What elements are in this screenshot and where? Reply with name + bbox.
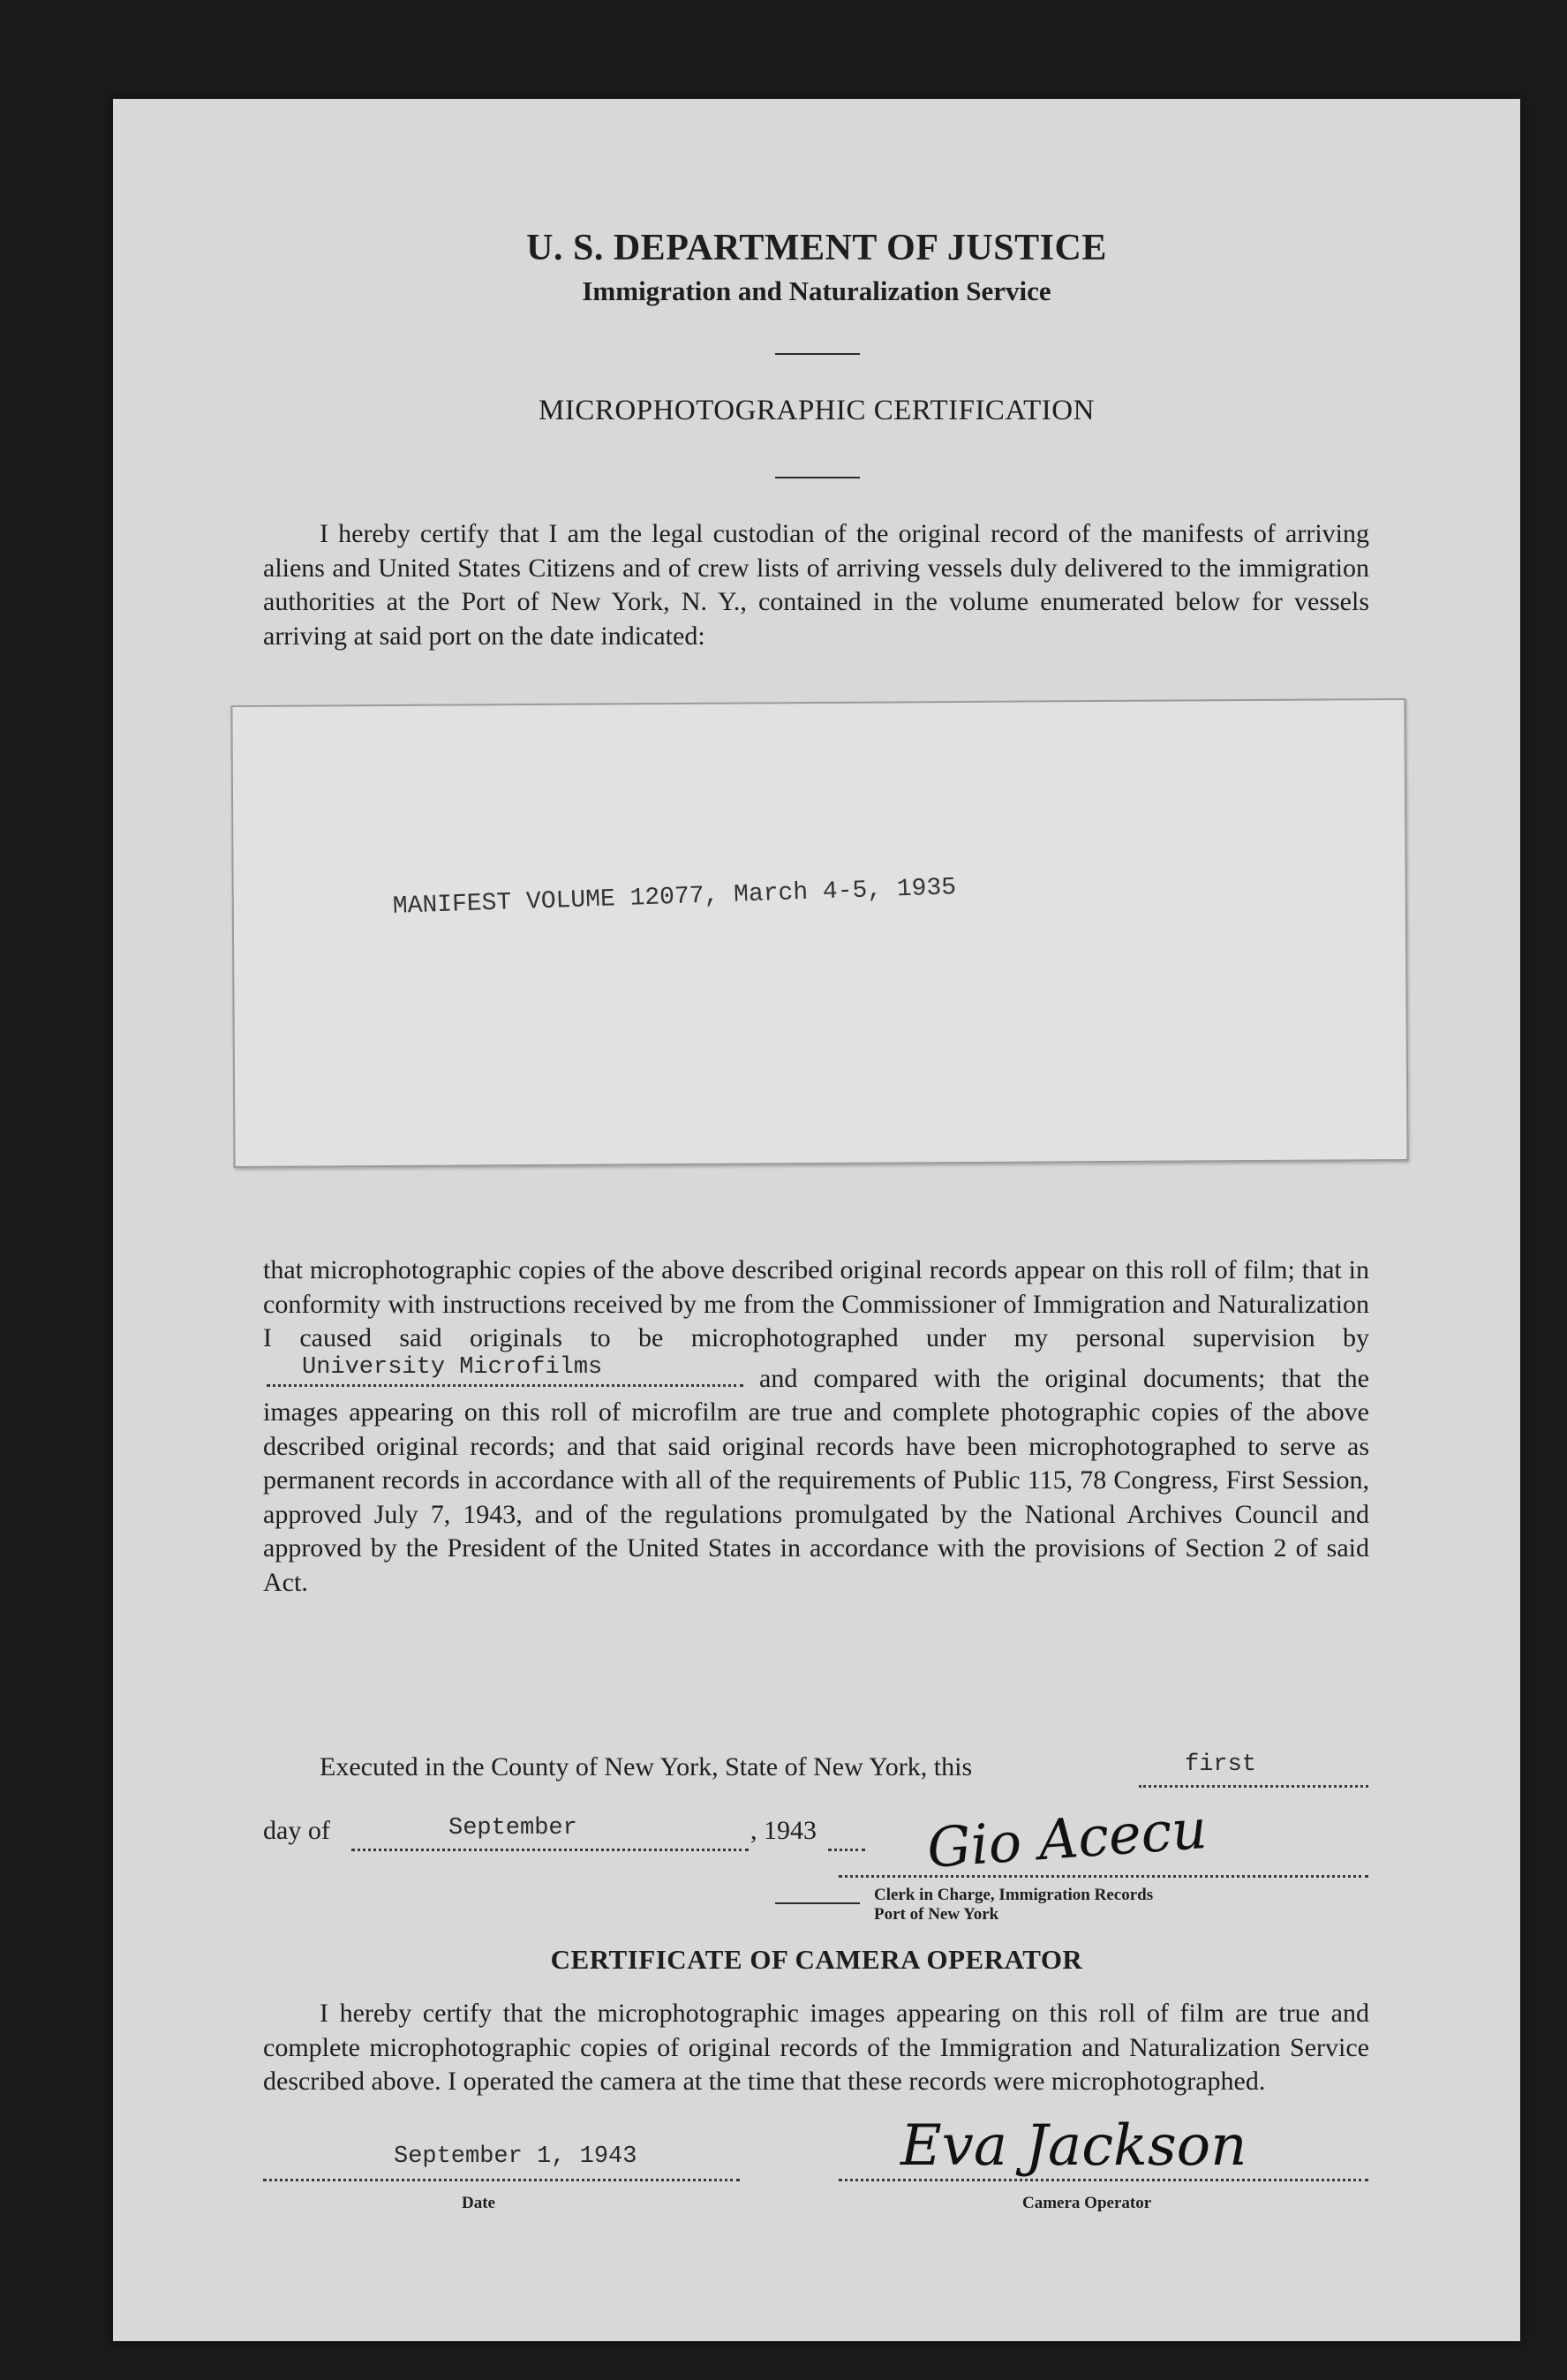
volume-card-text: MANIFEST VOLUME 12077, March 4-5, 1935: [392, 874, 957, 921]
camera-certificate-text: I hereby certify that the microphotographic images appearing on this roll of film are true and complete microphotographic copies of original records of the Immigration and Naturalization Service described above. I operated the camera at the time that these records were microphotographed.: [263, 1999, 1369, 2096]
camera-certificate-title: CERTIFICATE OF CAMERA OPERATOR: [550, 1944, 1083, 1975]
divider: [775, 353, 860, 355]
photographer-fill-line: [267, 1353, 743, 1387]
clerk-title-line2: Port of New York: [874, 1905, 999, 1924]
operator-label: Camera Operator: [1022, 2194, 1152, 2212]
body-paragraph: [263, 1254, 1369, 1600]
camera-certificate-paragraph: [263, 1997, 1369, 2099]
month-fill-line: [351, 1815, 749, 1851]
photographer-name: University Microfilms: [302, 1353, 603, 1381]
execution-day: first: [1185, 1751, 1257, 1778]
clerk-signature: Gio Acecu: [924, 1796, 1209, 1880]
clerk-title: [874, 1886, 1153, 1924]
execution-month: September: [448, 1815, 577, 1841]
certificate-sheet: [113, 99, 1520, 2341]
day-fill-line: [1139, 1751, 1368, 1788]
volume-card: [230, 698, 1408, 1168]
operator-signature: Eva Jackson: [900, 2113, 1247, 2179]
operator-signature-line: [839, 2113, 1368, 2181]
execution-prefix: Executed in the County of New York, State of New York, this: [320, 1752, 973, 1781]
body-text-part1: that microphotographic copies of the above described original records appear on this roll of film; that in conformity with instructions received by me from the Commissioner of Immigration and Naturalization I caused said originals to be microphotographed under my personal supervision by: [263, 1255, 1369, 1352]
certification-title: MICROPHOTOGRAPHIC CERTIFICATION: [539, 395, 1095, 426]
date-label: Date: [462, 2194, 495, 2212]
department-heading: U. S. DEPARTMENT OF JUSTICE: [526, 228, 1107, 268]
body-text-part2: and compared with the original documents; that the images appearing on this roll of microfilm are true and complete photographic copies of the above described original records; and that said original records have been microphotographed to serve as permanent records in accordance with all of the requirements of Public 115, 78 Congress, First Session, approved July 7, 1943, and of the regulations promulgated by the National Archives Council and approved by the President of the United States in accordance with the provisions of Section 2 of said Act.: [263, 1363, 1369, 1597]
day-of-label: day of: [263, 1816, 330, 1845]
execution-year: , 1943: [750, 1816, 817, 1845]
divider: [775, 477, 860, 478]
service-subheading: Immigration and Naturalization Service: [582, 275, 1051, 306]
intro-text: I hereby certify that I am the legal custodian of the original record of the manifests of arriving aliens and United States Citizens and of crew lists of arriving vessels duly delivered to the immigration authorities at the Port of New York, N. Y., contained in the volume enumerated below for vessels arriving at said port on the date indicated:: [263, 519, 1369, 651]
date-fill-line: [263, 2143, 740, 2181]
clerk-title-line1: Clerk in Charge, Immigration Records: [874, 1886, 1154, 1904]
execution-line: [320, 1752, 972, 1782]
intro-paragraph: [263, 517, 1369, 653]
camera-date: September 1, 1943: [394, 2143, 637, 2170]
divider: [775, 1902, 860, 1904]
clerk-signature-line: [839, 1796, 1368, 1880]
